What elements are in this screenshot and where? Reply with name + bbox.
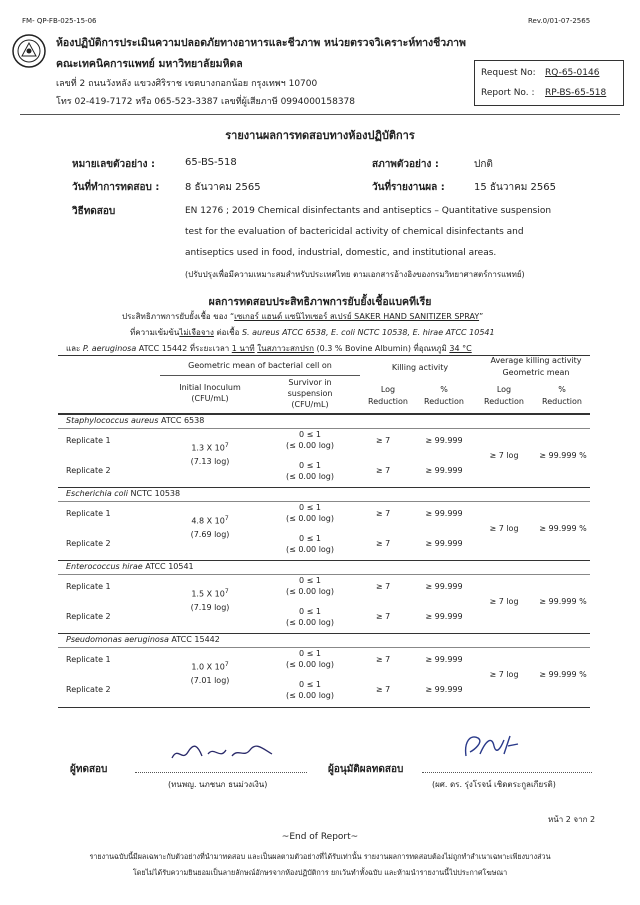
initial-base: 1.5 X 10 (191, 589, 225, 599)
initial-base: 1.3 X 10 (191, 443, 225, 453)
sample-no-label: หมายเลขตัวอย่าง : (72, 159, 155, 170)
desc-line1-post: ” (479, 312, 484, 321)
page-title: รายงานผลการทดสอบทางห้องปฏิบัติการ (225, 129, 415, 142)
survivor-1: 0 ≤ 1 (299, 430, 321, 439)
th-surv-2: suspension (287, 389, 333, 398)
initial-log: (7.01 log) (190, 676, 230, 685)
initial-log: (7.69 log) (190, 530, 230, 539)
header-sub-rule (160, 375, 360, 376)
organism-strain: NCTC 10538 (130, 489, 181, 498)
log-reduction-1: ≥ 7 (375, 509, 391, 518)
initial-exp: 7 (224, 442, 229, 449)
avg-pct-reduction: ≥ 99.999 % (539, 597, 587, 606)
faculty-name: คณะเทคนิคการแพทย์ มหาวิทยาลัยมหิดล (56, 58, 243, 70)
initial-inoculum (160, 661, 260, 672)
test-date-label: วันที่ทำการทดสอบ : (72, 182, 160, 193)
request-value: RQ-65-0146 (545, 68, 600, 78)
block-sub-rule (58, 428, 590, 429)
initial-inoculum (160, 442, 260, 453)
footer-line-2: โดยไม่ได้รับความยินยอมเป็นลายลักษณ์อักษรจากห้องปฏิบัติการ ยกเว้นทำทั้งฉบับ และห้ามนำรายงานนี้ไปประกาศโฆษณา (132, 868, 508, 877)
organism-name (66, 635, 220, 644)
request-label: Request No: (481, 68, 536, 78)
address: เลขที่ 2 ถนนวังหลัง แขวงศิริราช เขตบางกอกน้อย กรุงเทพฯ 10700 (56, 79, 318, 89)
lab-name: ห้องปฏิบัติการประเมินความปลอดภัยทางอาหารและชีวภาพ หน่วยตรวจวิเคราะห์ทางชีวภาพ (56, 37, 466, 49)
desc-line1-pre: ประสิทธิภาพการยับยั้งเชื้อ ของ “ (122, 312, 235, 321)
survivor-1-log: (≤ 0.00 log) (285, 660, 335, 669)
sample-no: 65-BS-518 (185, 157, 237, 168)
survivor-1-log: (≤ 0.00 log) (285, 587, 335, 596)
th-avg-2: Geometric mean (502, 368, 570, 377)
organism-block (0, 414, 640, 488)
organism-strain: ATCC 10541 (145, 562, 194, 571)
strains: S. aureus ATCC 6538, E. coli NCTC 10538, E. hirae ATCC 10541 (239, 328, 495, 337)
pct-reduction-1: ≥ 99.999 (425, 509, 463, 518)
initial-inoculum (160, 515, 260, 526)
desc-line-1 (122, 310, 483, 323)
block-top-rule (58, 487, 590, 488)
th-alog-2: Reduction (484, 397, 524, 406)
pct-reduction-1: ≥ 99.999 (425, 582, 463, 591)
survivor-1-log: (≤ 0.00 log) (285, 441, 335, 450)
desc-line-3 (66, 342, 472, 355)
pct-reduction-2: ≥ 99.999 (425, 466, 463, 475)
request-report-box (474, 60, 624, 106)
organism-genus: Escherichia coli (66, 489, 128, 498)
pct-reduction-2: ≥ 99.999 (425, 685, 463, 694)
survivor-2-log: (≤ 0.00 log) (285, 618, 335, 627)
initial-exp: 7 (224, 515, 229, 522)
avg-log-reduction: ≥ 7 log (489, 597, 519, 606)
tester-signature-icon (168, 740, 278, 766)
pct-reduction-2: ≥ 99.999 (425, 612, 463, 621)
method-note: (ปรับปรุงเพื่อมีความเหมาะสมสำหรับประเทศไทย ตามเอกสารอ้างอิงของกรมวิทยาศาสตร์การแพทย์) (185, 270, 525, 279)
method-line-1: EN 1276 ; 2019 Chemical disinfectants and antiseptics – Quantitative suspension (185, 206, 552, 216)
avg-pct-reduction: ≥ 99.999 % (539, 451, 587, 460)
desc-line-2 (130, 326, 495, 339)
th-alog-1: Log (496, 385, 512, 394)
log-reduction-2: ≥ 7 (375, 466, 391, 475)
organism-strain: ATCC 15442 (171, 635, 220, 644)
survivor-2: 0 ≤ 1 (299, 461, 321, 470)
sample-state: ปกติ (474, 159, 493, 170)
product-name: เซเกอร์ แฮนด์ แซนิไทเซอร์ สเปรย์ SAKER HAND SANITIZER SPRAY (234, 312, 480, 321)
survivor-1-log: (≤ 0.00 log) (285, 514, 335, 523)
th-init-2: (CFU/mL) (191, 394, 229, 403)
th-geo: Geometric mean of bacterial cell on (188, 361, 332, 370)
avg-log-reduction: ≥ 7 log (489, 524, 519, 533)
method-line-2: test for the evaluation of bactericidal activity of chemical disinfectants and (185, 227, 524, 237)
th-apct-1: % (558, 385, 566, 394)
survivor-2: 0 ≤ 1 (299, 607, 321, 616)
log-reduction-2: ≥ 7 (375, 612, 391, 621)
th-surv-3: (CFU/mL) (291, 400, 329, 409)
pct-reduction-1: ≥ 99.999 (425, 436, 463, 445)
table-bottom-rule (58, 707, 590, 708)
organism-name (66, 416, 204, 425)
block-top-rule (58, 633, 590, 634)
report-value: RP-BS-65-518 (545, 88, 607, 98)
desc-line3-pre: และ (66, 344, 81, 353)
organism-block (0, 560, 640, 634)
university-seal-icon (12, 34, 46, 68)
initial-log: (7.19 log) (190, 603, 230, 612)
organism-genus: Pseudomonas aeruginosa (66, 635, 169, 644)
report-date: 15 ธันวาคม 2565 (474, 182, 556, 193)
survivor-2-log: (≤ 0.00 log) (285, 472, 335, 481)
test-date: 8 ธันวาคม 2565 (185, 182, 261, 193)
organism-name (66, 489, 180, 498)
results-heading: ผลการทดสอบประสิทธิภาพการยับยั้งเชื้อแบคทีเรีย (208, 296, 432, 308)
log-reduction-2: ≥ 7 (375, 685, 391, 694)
th-avg-1: Average killing activity (490, 356, 582, 365)
replicate-1-label: Replicate 1 (66, 582, 111, 591)
th-pct-1: % (440, 385, 448, 394)
th-init-1: Initial Inoculum (179, 383, 241, 392)
organism-name (66, 562, 194, 571)
log-reduction-1: ≥ 7 (375, 655, 391, 664)
avg-pct-reduction: ≥ 99.999 % (539, 524, 587, 533)
initial-exp: 7 (224, 661, 229, 668)
organism-block (0, 487, 640, 561)
tester-label: ผู้ทดสอบ (70, 764, 108, 775)
replicate-2-label: Replicate 2 (66, 539, 111, 548)
th-surv-1: Survivor in (288, 378, 332, 387)
sample-state-label: สภาพตัวอย่าง : (372, 159, 439, 170)
block-sub-rule (58, 647, 590, 648)
revision: Rev.0/01-07-2565 (528, 17, 591, 25)
organism-genus: Enterococcus hirae (66, 562, 143, 571)
block-top-rule (58, 560, 590, 561)
method-label: วิธีทดสอบ (72, 206, 116, 217)
desc-line3-atcc: ATCC 15442 ที่ระยะเวลา (138, 344, 232, 353)
condition: ในสภาวะสกปรก (257, 344, 314, 353)
log-reduction-1: ≥ 7 (375, 436, 391, 445)
survivor-1: 0 ≤ 1 (299, 503, 321, 512)
initial-base: 4.8 X 10 (191, 516, 225, 526)
strain-p: P. aeruginosa (80, 344, 139, 353)
phone: โทร 02-419-7172 หรือ 065-523-3387 เลขที่ผู้เสียภาษี 0994000158378 (56, 97, 356, 107)
pct-reduction-2: ≥ 99.999 (425, 539, 463, 548)
approver-signature-icon (460, 730, 522, 764)
th-kill: Killing activity (391, 363, 449, 372)
page-number: หน้า 2 จาก 2 (548, 815, 596, 824)
block-sub-rule (58, 574, 590, 575)
replicate-2-label: Replicate 2 (66, 466, 111, 475)
initial-inoculum (160, 588, 260, 599)
approver-sign-line (422, 772, 592, 773)
avg-pct-reduction: ≥ 99.999 % (539, 670, 587, 679)
survivor-2: 0 ≤ 1 (299, 680, 321, 689)
avg-log-reduction: ≥ 7 log (489, 451, 519, 460)
block-sub-rule (58, 501, 590, 502)
survivor-2-log: (≤ 0.00 log) (285, 691, 335, 700)
desc-line3-alb: (0.3 % Bovine Albumin) ที่อุณหภูมิ (313, 344, 450, 353)
th-apct-2: Reduction (542, 397, 582, 406)
form-code: FM- QP-FB-025-15-06 (22, 17, 97, 25)
survivor-2-log: (≤ 0.00 log) (285, 545, 335, 554)
pct-reduction-1: ≥ 99.999 (425, 655, 463, 664)
approver-name: (ผศ. ดร. รุ่งโรจน์ เชิดตระกูลเกียรติ) (432, 780, 556, 789)
initial-exp: 7 (224, 588, 229, 595)
organism-strain: ATCC 6538 (160, 416, 205, 425)
replicate-1-label: Replicate 1 (66, 655, 111, 664)
concentration: ไม่เจือจาง (179, 328, 214, 337)
report-label: Report No. : (481, 88, 535, 98)
report-date-label: วันที่รายงานผล : (372, 182, 445, 193)
log-reduction-1: ≥ 7 (375, 582, 391, 591)
header-divider (20, 114, 620, 115)
survivor-1: 0 ≤ 1 (299, 649, 321, 658)
tester-name: (ทนพญ. นภชนก ธนม่วงเงิน) (168, 780, 268, 789)
approver-label: ผู้อนุมัติผลทดสอบ (328, 764, 404, 775)
tester-sign-line (135, 772, 307, 773)
organism-genus: Staphylococcus aureus (66, 416, 159, 425)
organism-block (0, 633, 640, 707)
avg-log-reduction: ≥ 7 log (489, 670, 519, 679)
th-log-1: Log (380, 385, 396, 394)
contact-time: 1 นาที (231, 344, 255, 353)
desc-line2-pre: ที่ความเข้มข้น (130, 328, 180, 337)
survivor-1: 0 ≤ 1 (299, 576, 321, 585)
replicate-2-label: Replicate 2 (66, 612, 111, 621)
footer-line-1: รายงานฉบับนี้มีผลเฉพาะกับตัวอย่างที่นำมาทดสอบ และเป็นผลตามตัวอย่างที่ได้รับเท่านั้น รายงานผลการทดสอบต้องไม่ถูกทำสำเนาเฉพาะเพียงบางส่วน (89, 852, 551, 861)
block-top-rule (58, 414, 590, 415)
replicate-1-label: Replicate 1 (66, 436, 111, 445)
th-pct-2: Reduction (424, 397, 464, 406)
replicate-1-label: Replicate 1 (66, 509, 111, 518)
end-of-report: ~End of Report~ (281, 832, 359, 842)
initial-base: 1.0 X 10 (191, 662, 225, 672)
temperature: 34 °C (449, 344, 472, 353)
method-line-3: antiseptics used in food, industrial, domestic, and institutional areas. (185, 248, 497, 258)
log-reduction-2: ≥ 7 (375, 539, 391, 548)
survivor-2: 0 ≤ 1 (299, 534, 321, 543)
th-log-2: Reduction (368, 397, 408, 406)
initial-log: (7.13 log) (190, 457, 230, 466)
replicate-2-label: Replicate 2 (66, 685, 111, 694)
desc-line2-mid: ต่อเชื้อ (213, 328, 240, 337)
